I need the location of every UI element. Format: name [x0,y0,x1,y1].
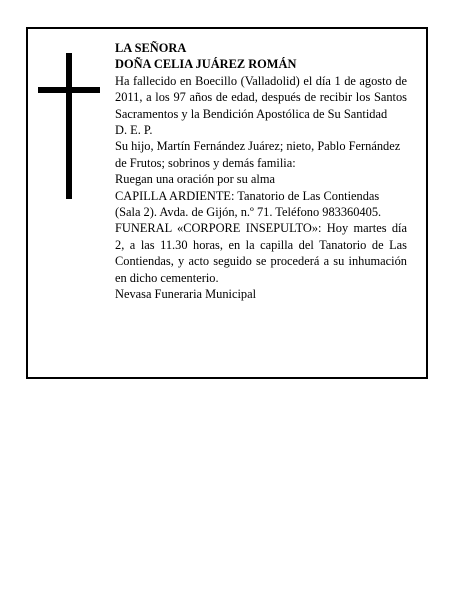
death-announcement: Ha fallecido en Boecillo (Valladolid) el día 1 de agosto de 2011, a los 97 años de edad, después de recibir los Santos Sacramentos y la Bendición Apostólica de Su Santidad [115,73,407,121]
funeral-home: Nevasa Funeraria Municipal [115,287,257,302]
obituary-notice [26,27,428,379]
cross-vertical-bar [66,53,72,199]
cross-horizontal-bar [38,87,100,93]
prayer-line: Ruegan una oración por su alma [115,172,275,187]
cross-icon [38,53,100,199]
notice-title: LA SEÑORA [115,41,187,55]
obituary-text [115,40,407,303]
funeral-info: FUNERAL «CORPORE INSEPULTO»: Hoy martes día 2, a las 11.30 horas, en la capilla del Tanatorio de Las Contiendas, y acto seguido se procederá a su inhumación en dicho cementerio. [115,221,407,285]
deceased-name: DOÑA CELIA JUÁREZ ROMÁN [115,57,297,72]
dep-line: D. E. P. [115,123,153,138]
chapel-info: CAPILLA ARDIENTE: Tanatorio de Las Contiendas (Sala 2). Avda. de Gijón, n.º 71. Teléfono 983360405. [115,188,382,220]
family-line: Su hijo, Martín Fernández Juárez; nieto, Pablo Fernández de Frutos; sobrinos y demás familia: [115,139,401,170]
